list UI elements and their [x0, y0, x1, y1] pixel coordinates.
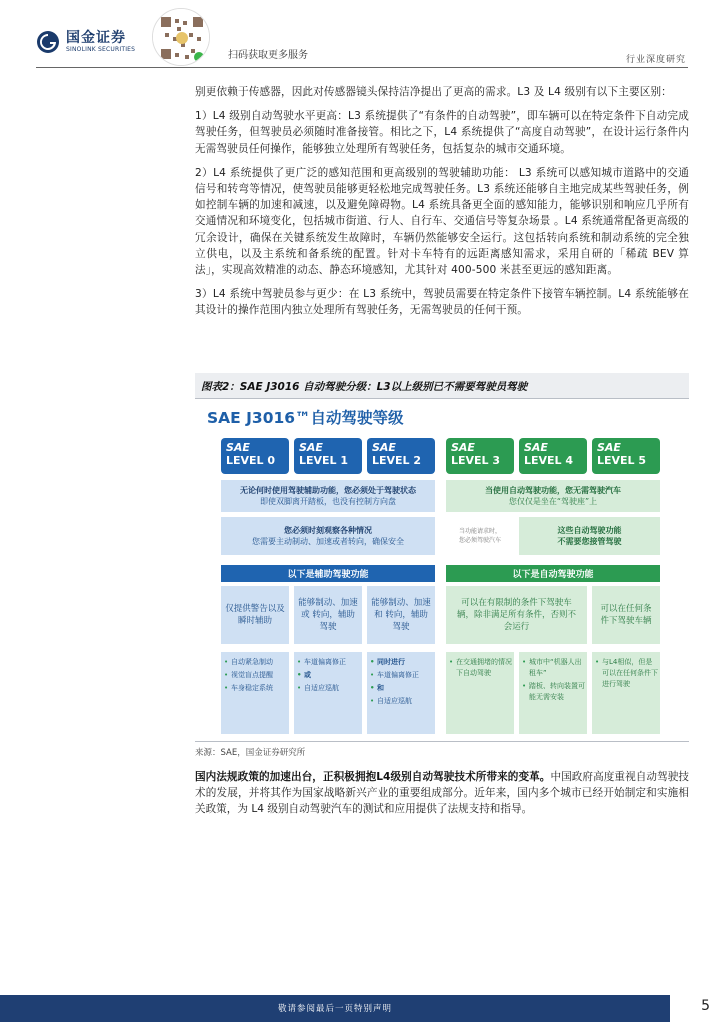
- function-level-0: [221, 586, 289, 644]
- no-takeover-box: [519, 517, 660, 555]
- driver-role-box: [221, 480, 435, 512]
- box-line: 不需要您接管驾驶: [557, 537, 622, 546]
- feature-list: [224, 657, 288, 696]
- feature-list: [522, 657, 586, 705]
- logo-chinese-name: 国金证券: [66, 30, 126, 46]
- box-heading: 无论何时使用驾驶辅助功能，您必须处于驾驶状态: [240, 486, 416, 495]
- box-subtext: 您仅仅是坐在“驾驶座”上: [508, 497, 598, 506]
- function-text: 可以在有限制的条件下驾驶车辆，除非满足所有条件，否则不会运行: [456, 598, 576, 632]
- list-item: • 城市中“机器人出租车”: [522, 657, 586, 679]
- examples-level-1: [294, 652, 362, 734]
- function-level-1: [294, 586, 362, 644]
- feature-list: [370, 657, 434, 709]
- level-label: LEVEL 4: [524, 454, 574, 467]
- list-item: • 同时进行: [370, 657, 434, 668]
- feature-list: [297, 657, 361, 696]
- level-2-header: [367, 438, 435, 474]
- sae-label: SAE: [372, 441, 396, 454]
- list-item: • 车道偏离修正: [297, 657, 361, 668]
- sae-label: SAE: [451, 441, 475, 454]
- sae-label: SAE: [524, 441, 548, 454]
- assist-functions-band: [221, 565, 435, 582]
- list-item: • 自适应巡航: [297, 683, 361, 694]
- level-label: LEVEL 1: [299, 454, 349, 467]
- page-header: [0, 0, 724, 70]
- paragraph: 别更依赖于传感器，因此对传感器镜头保持洁净提出了更高的需求。L3 及 L4 级别有以下主要区别：: [195, 86, 672, 98]
- band-label: 以下是辅助驾驶功能: [287, 570, 369, 580]
- paragraph: 1）L4 级别自动驾驶水平更高：L3 系统提供了“有条件的自动驾驶”，即车辆可以在特定条件下自动完成驾驶任务，但驾驶员必须随时准备接管。相比之下，L4 系统提供了“高度自动驾驶”，在设计运行条件内无需驾驶员任何操作，能够独立处理所有驾驶任务，包括复杂的城市交通环境。: [195, 110, 689, 155]
- takeover-request-box: [446, 517, 514, 555]
- page-number: 5: [701, 998, 710, 1014]
- qr-code-icon: [153, 9, 210, 66]
- box-heading: 当使用自动驾驶功能，您无需驾驶汽车: [485, 486, 621, 495]
- box-subtext: 即使双脚离开踏板，也没有控制方向盘: [260, 497, 396, 506]
- paragraph-body: 中国政府高度重视自动驾驶技术的发展，并将其作为国家战略新兴产业的重要组成部分。近年来，国内多个城市已经开始制定和实施相关政策，为 L4 级别自动驾驶汽车的测试和应用提供了法规支持和指导。: [195, 771, 689, 816]
- level-label: LEVEL 3: [451, 454, 501, 467]
- box-heading: 您必须时刻观察各种情况: [284, 526, 372, 535]
- examples-level-4: [519, 652, 587, 734]
- function-level-2: [367, 586, 435, 644]
- list-item: • 自动紧急制动: [224, 657, 288, 668]
- figure-caption: 图表2：SAE J3016 自动驾驶分级：L3以上级别已不需要驾驶员驾驶: [201, 381, 528, 393]
- sae-figure-title: SAE J3016™自动驾驶等级: [207, 409, 404, 427]
- list-item: • 与L4相似，但是可以在任何条件下进行驾驶: [595, 657, 659, 690]
- qr-hint-text: 扫码获取更多服务: [228, 50, 308, 61]
- level-label: LEVEL 2: [372, 454, 422, 467]
- function-level-5: [592, 586, 660, 644]
- feature-list: [449, 657, 513, 681]
- list-item: • 踏板、转向装置可能无需安装: [522, 681, 586, 703]
- company-logo: [36, 30, 135, 54]
- examples-level-2: [367, 652, 435, 734]
- list-item: • 视觉盲点提醒: [224, 670, 288, 681]
- list-item: • 车身稳定系统: [224, 683, 288, 694]
- feature-list: [595, 657, 659, 692]
- function-text: 可以在任何条件下驾驶车辆: [600, 604, 652, 626]
- level-label: LEVEL 5: [597, 454, 647, 467]
- list-item: • 在交通拥堵的情况下自动驾驶: [449, 657, 513, 679]
- footer-notice[interactable]: 敬请参阅最后一页特别声明: [277, 1004, 392, 1014]
- level-5-header: [592, 438, 660, 474]
- paragraph: 3）L4 系统中驾驶员参与更少：在 L3 系统中，驾驶员需要在特定条件下接管车辆控制。L4 系统能够在其设计的操作范围内独立处理所有驾驶任务，无需驾驶员的任何干预。: [195, 288, 689, 317]
- function-text: 仅提供警告以及瞬时辅助: [225, 604, 285, 626]
- logo-english-name: SINOLINK SECURITIES: [66, 46, 136, 53]
- box-line: 您必须驾驶汽车: [458, 537, 501, 544]
- paragraph: 2）L4 系统提供了更广泛的感知范围和更高级别的驾驶辅助功能： L3 系统可以感知城市道路中的交通信号和转弯等情况，使驾驶员能够更轻松地完成驾驶任务。L3 系统还能够自主地完成某些驾驶任务，例如控制车辆的加速和减速，以及避免障碍物。L4 系统具备更全面的感知能力，能够识别和响应几乎所有交通情况和环境变化，包括城市街道、行人、自行车、交通信号等复杂场景 。L4 系统通常配备更高级的冗余设计，确保在关键系统发生故障时，车辆仍然能够安全运行。这包括转向系统和制动系统的完全独立供电，以及主系统和备系统的配置。针对卡车特有的远距离感知需求，采用自研的「稀疏 BEV 算法」，实现高效精准的动态、静态环境感知，尤其针对 400-500 米甚至更远的感知距离。: [195, 166, 689, 277]
- supervision-box: [221, 517, 435, 555]
- figure-source: 来源：SAE，国金证券研究所: [195, 748, 306, 758]
- sae-label: SAE: [299, 441, 323, 454]
- box-line: 当功能请求时，: [458, 528, 501, 535]
- function-text: 能够制动、加速 或 转向，辅助驾驶: [298, 598, 358, 632]
- autonomous-functions-band: [446, 565, 660, 582]
- examples-level-5: [592, 652, 660, 734]
- header-divider: [36, 67, 688, 68]
- level-1-header: [294, 438, 362, 474]
- sae-levels-figure: [195, 400, 689, 740]
- level-0-header: [221, 438, 289, 474]
- sae-label: SAE: [226, 441, 250, 454]
- paragraph-lead: 国内法规政策的加速出台，正积极拥抱L4级别自动驾驶技术所带来的变革。: [195, 771, 551, 783]
- report-type: 行业深度研究: [625, 55, 686, 65]
- examples-level-0: [221, 652, 289, 734]
- automation-role-box: [446, 480, 660, 512]
- body-text: [195, 84, 689, 327]
- function-text: 能够制动、加速 和 转向，辅助驾驶: [371, 598, 431, 632]
- level-label: LEVEL 0: [226, 454, 276, 467]
- list-item: • 车道偏离修正: [370, 670, 434, 681]
- list-item: • 和: [370, 683, 434, 694]
- sinolink-logo-icon: [36, 30, 60, 54]
- sae-label: SAE: [597, 441, 621, 454]
- closing-paragraph: [195, 769, 689, 818]
- level-4-header: [519, 438, 587, 474]
- qr-code[interactable]: [152, 8, 210, 66]
- figure-bottom-rule: [195, 741, 689, 742]
- band-label: 以下是自动驾驶功能: [512, 570, 594, 580]
- examples-level-3: [446, 652, 514, 734]
- level-3-header: [446, 438, 514, 474]
- list-item: • 或: [297, 670, 361, 681]
- box-subtext: 您需要主动制动、加速或者转向，确保安全: [252, 537, 404, 546]
- list-item: • 自适应巡航: [370, 696, 434, 707]
- box-line: 这些自动驾驶功能: [557, 526, 622, 535]
- figure-caption-bar: [195, 373, 689, 399]
- function-level-3-4: [446, 586, 587, 644]
